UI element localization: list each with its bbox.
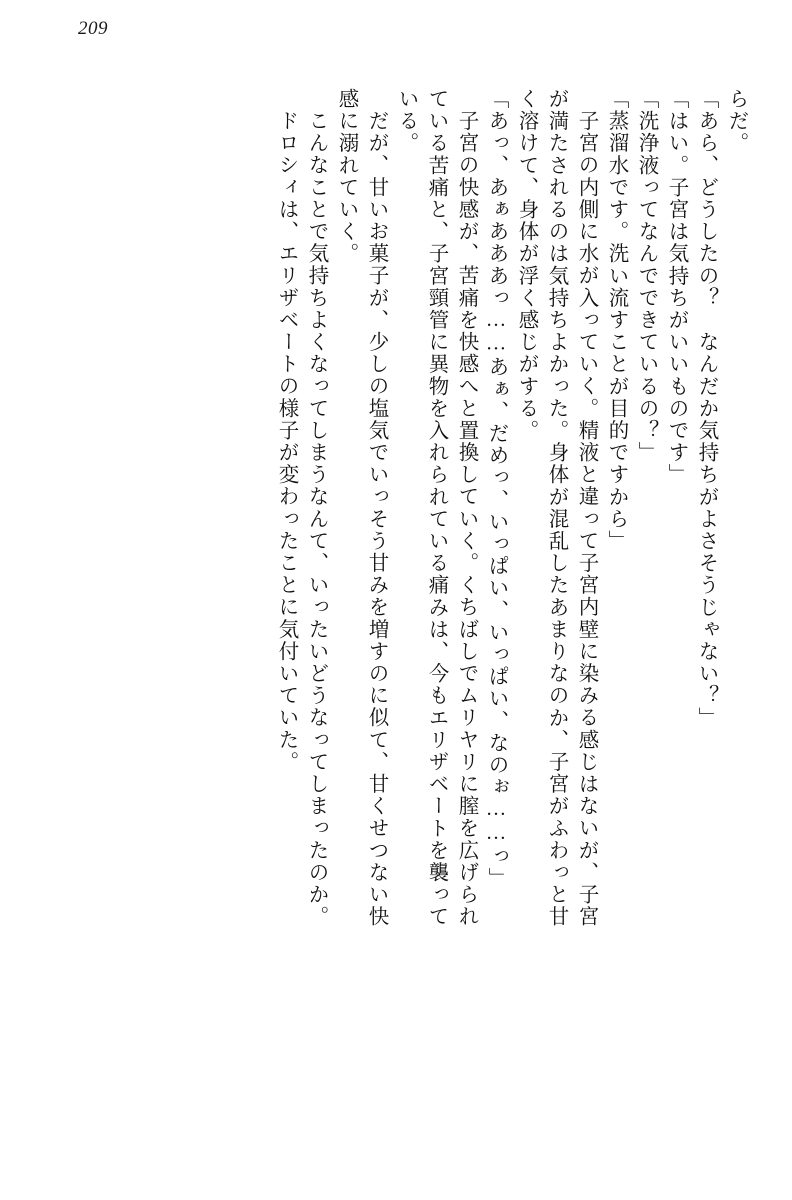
text-line: が満たされるのは気持ちよかった。身体が混乱したあまりなのか、子宮がふわっと甘 (545, 88, 567, 928)
text-line: こんなことで気持ちよくなってしまうなんて、いったいどうなってしまったのか。 (305, 110, 327, 928)
page-number: 209 (78, 18, 108, 39)
text-line: 「あっ、あぁあああっ……あぁ、だめっ、いっぱい、いっぱい、なのぉ……っ」 (485, 88, 507, 890)
text-line: 「蒸溜水です。洗い流すことが目的ですから」 (605, 88, 627, 553)
text-line: ている苦痛と、子宮頸管に異物を入れられている痛みは、今もエリザベートを襲って (425, 88, 447, 928)
text-line: ドロシィは、エリザベートの様子が変わったことに気付いていた。 (275, 110, 297, 773)
text-line: 「あら、どうしたの？ なんだか気持ちがよさそうじゃない？」 (695, 88, 717, 729)
text-line: 「洗浄液ってなんでできているの？」 (635, 88, 657, 464)
text-line: らだ。 (725, 88, 747, 155)
vertical-text-block (86, 88, 746, 1148)
text-line: だが、甘いお菓子が、少しの塩気でいっそう甘みを増すのに似て、甘くせつない快 (365, 110, 387, 928)
text-line: 子宮の内側に水が入っていく。精液と違って子宮内壁に染みる感じはないが、子宮 (575, 110, 597, 928)
text-line: いる。 (395, 88, 417, 155)
text-line: く溶けて、身体が浮く感じがする。 (515, 88, 537, 442)
text-line: 子宮の快感が、苦痛を快感へと置換していく。くちばしでムリヤリに膣を広げられ (455, 110, 477, 928)
text-line: 「はい。子宮は気持ちがいいものです」 (665, 88, 687, 486)
text-line: 感に溺れていく。 (335, 88, 357, 265)
